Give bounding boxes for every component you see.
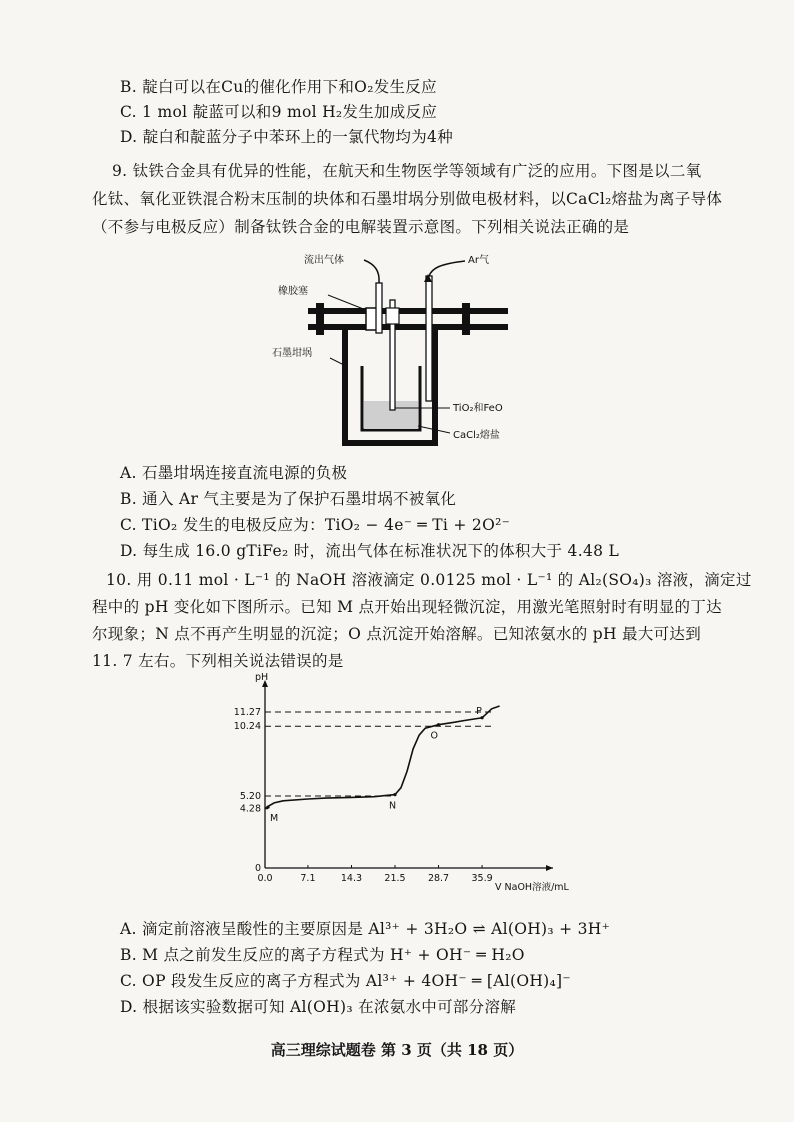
- label-stopper: 橡胶塞: [278, 286, 308, 297]
- label-salt: CaCl₂熔盐: [453, 430, 500, 441]
- point-marker: [437, 723, 440, 726]
- label-crucible: 石墨坩埚: [272, 348, 312, 359]
- electrolysis-apparatus-figure: [270, 248, 560, 458]
- q9-stem-line-1: 9. 钛铁合金具有优异的性能，在航天和生物医学等领域有广泛的应用。下图是以二氧: [112, 162, 702, 180]
- q10-option-c: C. OP 段发生反应的离子方程式为 Al³⁺ + 4OH⁻ ═ [Al(OH)₄]⁻: [120, 972, 571, 990]
- lid-top-bar: [308, 308, 508, 314]
- lid-bottom-bar: [308, 324, 508, 330]
- argon-arrow: [429, 261, 465, 276]
- q9-option-c: C. TiO₂ 发生的电极反应为：TiO₂ − 4e⁻ ═ Ti + 2O²⁻: [120, 516, 511, 534]
- x-axis-label: V NaOH溶液/mL: [495, 882, 569, 893]
- point-label: O: [430, 730, 439, 742]
- lid-bolt-right: [462, 303, 470, 335]
- x-axis-arrow: [546, 865, 553, 871]
- gas-outlet-tube: [376, 283, 382, 333]
- point-label: M: [270, 813, 279, 825]
- q9-option-d: D. 每生成 16.0 gTiFe₂ 时，流出气体在标准状况下的体积大于 4.48 L: [120, 542, 620, 560]
- y-tick-label: 10.24: [233, 721, 261, 733]
- x-tick-label: 28.7: [427, 873, 450, 884]
- q10-stem-line-4: 11. 7 左右。下列相关说法错误的是: [92, 652, 344, 670]
- q8-option-b: B. 靛白可以在Cu的催化作用下和O₂发生反应: [120, 78, 437, 96]
- y-tick-label: 5.20: [239, 791, 261, 802]
- label-gas-out: 流出气体: [304, 255, 344, 266]
- y-axis-label: pH: [255, 672, 269, 683]
- electrode-holder: [386, 308, 399, 324]
- q10-option-a: A. 滴定前溶液呈酸性的主要原因是 Al³⁺ + 3H₂O ⇌ Al(OH)₃ + 3H⁺: [120, 920, 611, 938]
- x-tick-label: 0.0: [257, 873, 273, 884]
- gas-outlet-arrow: [364, 260, 379, 283]
- point-label: P: [476, 705, 482, 717]
- q9-option-a: A. 石墨坩埚连接直流电源的负极: [120, 464, 348, 482]
- q8-option-c: C. 1 mol 靛蓝可以和9 mol H₂发生加成反应: [120, 103, 438, 121]
- lid-bolt-left: [316, 303, 324, 335]
- x-tick-label: 21.5: [384, 873, 406, 884]
- q10-stem-line-1: 10. 用 0.11 mol · L⁻¹ 的 NaOH 溶液滴定 0.0125 mol · L⁻¹ 的 Al₂(SO₄)₃ 溶液，滴定过: [106, 571, 752, 589]
- titration-curve: [265, 706, 500, 809]
- y-tick-label: 0: [254, 863, 261, 874]
- x-tick-label: 14.3: [340, 873, 363, 884]
- q10-stem-line-2: 程中的 pH 变化如下图所示。已知 M 点开始出现轻微沉淀，用激光笔照射时有明显的丁达: [92, 598, 722, 616]
- x-tick-label: 35.9: [471, 873, 493, 884]
- page-footer: 高三理综试题卷 第 3 页（共 18 页）: [270, 1041, 524, 1059]
- q9-stem-line-2: 化钛、氧化亚铁混合粉末压制的块体和石墨坩埚分别做电极材料，以CaCl₂熔盐为离子导体: [92, 190, 723, 208]
- y-tick-label: 4.28: [239, 803, 261, 815]
- q10-stem-line-3: 尔现象；N 点不再产生明显的沉淀；O 点沉淀开始溶解。已知浓氨水的 pH 最大可达到: [92, 625, 702, 643]
- x-tick-label: 7.1: [300, 873, 316, 884]
- point-marker: [393, 793, 396, 796]
- q9-option-b: B. 通入 Ar 气主要是为了保护石墨坩埚不被氧化: [120, 490, 457, 508]
- q9-stem-line-3: （不参与电极反应）制备钛铁合金的电解装置示意图。下列相关说法正确的是: [92, 218, 630, 236]
- argon-inlet-tube: [426, 276, 432, 401]
- point-marker: [266, 805, 269, 808]
- titration-chart: [225, 672, 575, 912]
- y-tick-label: 11.27: [233, 706, 261, 718]
- q10-option-b: B. M 点之前发生反应的离子方程式为 H⁺ + OH⁻ ═ H₂O: [120, 946, 525, 964]
- stopper-leader: [328, 295, 366, 310]
- q10-option-d: D. 根据该实验数据可知 Al(OH)₃ 在浓氨水中可部分溶解: [120, 998, 517, 1016]
- point-label: N: [389, 800, 397, 812]
- label-argon: Ar气: [468, 255, 489, 266]
- label-electrode: TiO₂和FeO: [453, 403, 503, 414]
- q8-option-d: D. 靛白和靛蓝分子中苯环上的一氯代物均为4种: [120, 128, 453, 146]
